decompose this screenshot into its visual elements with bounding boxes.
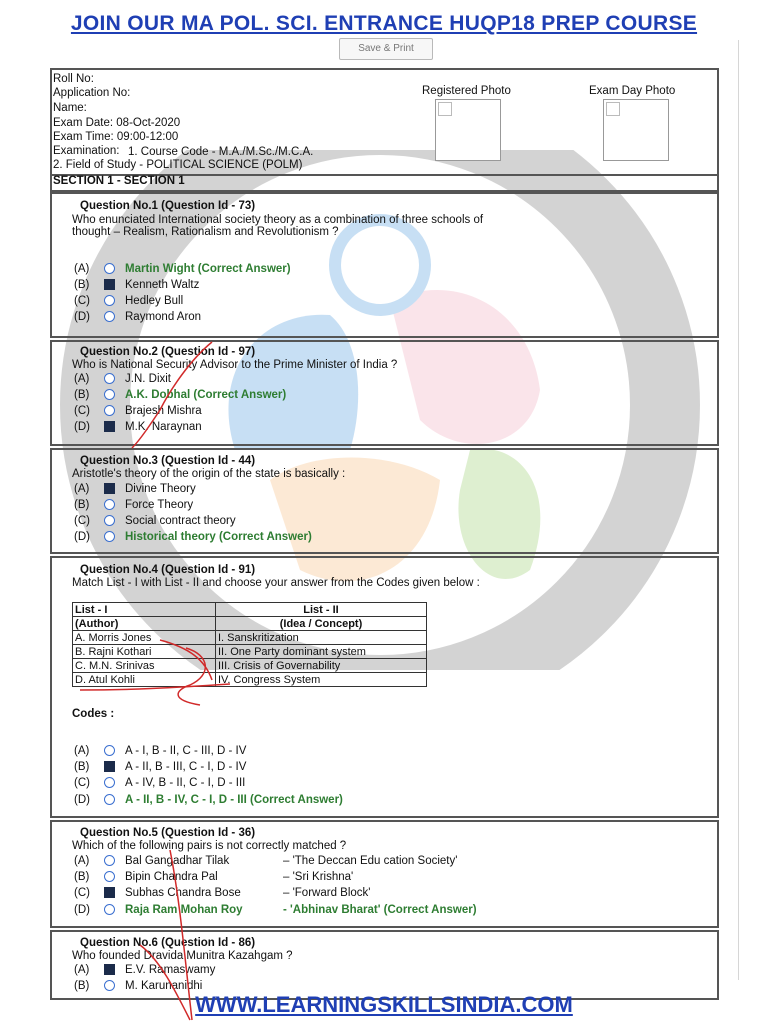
option-text: A - IV, B - II, C - I, D - III: [125, 777, 246, 789]
option-text: Bal Gangadhar Tilak: [125, 855, 230, 867]
table-sub-idea: (Idea / Concept): [216, 617, 427, 631]
option-text: E.V. Ramaswamy: [125, 964, 216, 976]
option-label: (A): [74, 855, 90, 867]
option-text: Divine Theory: [125, 483, 196, 495]
question-4-text: Match List - I with List - II and choose your answer from the Codes given below :: [72, 577, 480, 589]
question-2-text: Who is National Security Advisor to the Prime Minister of India ?: [72, 359, 398, 371]
table-cell: IV. Congress System: [216, 673, 427, 687]
option-text: Bipin Chandra Pal: [125, 871, 218, 883]
exam-time: Exam Time: 09:00-12:00: [53, 131, 179, 143]
option-label: (D): [74, 794, 90, 806]
option-label: (A): [74, 483, 90, 495]
option-label: (C): [74, 777, 90, 789]
option-text: Martin Wight (Correct Answer): [125, 263, 291, 275]
question-1-text-line1: Who enunciated International society theory as a combination of three schools of: [72, 214, 484, 226]
question-3-title: Question No.3 (Question Id - 44): [80, 455, 256, 467]
option-text: Historical theory (Correct Answer): [125, 531, 312, 543]
option-text: Social contract theory: [125, 515, 236, 527]
option-label: (A): [74, 263, 90, 275]
course-code: 1. Course Code - M.A./M.Sc./M.C.A.: [128, 146, 314, 158]
option-text: A.K. Dobhal (Correct Answer): [125, 389, 287, 401]
application-no: Application No:: [53, 87, 131, 99]
option-label: (D): [74, 904, 90, 916]
section-title: SECTION 1 - SECTION 1: [53, 175, 185, 187]
option-text: Brajesh Mishra: [125, 405, 202, 417]
option-text: Kenneth Waltz: [125, 279, 200, 291]
option-label: (B): [74, 499, 90, 511]
option-label: (C): [74, 515, 90, 527]
table-head-list2: List - II: [216, 603, 427, 617]
table-cell: D. Atul Kohli: [73, 673, 216, 687]
option-text: A - II, B - III, C - I, D - IV: [125, 761, 247, 773]
top-banner[interactable]: JOIN OUR MA POL. SCI. ENTRANCE HUQP18 PREP COURSE: [70, 12, 698, 35]
question-1-text-line2: thought – Realism, Rationalism and Revolutionism ?: [72, 226, 339, 238]
option-text: A - I, B - II, C - III, D - IV: [125, 745, 247, 757]
option-pair: – 'Sri Krishna': [283, 871, 354, 883]
option-text: Force Theory: [125, 499, 194, 511]
table-cell: C. M.N. Srinivas: [73, 659, 216, 673]
question-3-text: Aristotle's theory of the origin of the state is basically :: [72, 468, 346, 480]
option-label: (C): [74, 887, 90, 899]
table-cell: A. Morris Jones: [73, 631, 216, 645]
option-label: (D): [74, 311, 90, 323]
option-text: Hedley Bull: [125, 295, 184, 307]
option-text: M.K. Naraynan: [125, 421, 202, 433]
option-label: (B): [74, 389, 90, 401]
option-label: (B): [74, 871, 90, 883]
table-cell: I. Sanskritization: [216, 631, 427, 645]
option-text: J.N. Dixit: [125, 373, 171, 385]
exam-day-photo-label: Exam Day Photo: [589, 85, 676, 97]
question-4-title: Question No.4 (Question Id - 91): [80, 564, 256, 576]
option-pair: - 'Abhinav Bharat' (Correct Answer): [283, 904, 477, 916]
exam-date: Exam Date: 08-Oct-2020: [53, 117, 181, 129]
option-pair: – 'The Deccan Edu cation Society': [283, 855, 458, 867]
save-print-button[interactable]: Save & Print: [339, 38, 433, 60]
examination-label: Examination:: [53, 145, 120, 157]
option-label: (C): [74, 295, 90, 307]
table-head-list1: List - I: [73, 603, 216, 617]
codes-label: Codes :: [72, 708, 115, 720]
option-label: (A): [74, 373, 90, 385]
bottom-banner[interactable]: WWW.LEARNINGSKILLSINDIA.COM: [195, 992, 573, 1017]
question-2-title: Question No.2 (Question Id - 97): [80, 346, 256, 358]
option-label: (D): [74, 531, 90, 543]
option-label: (B): [74, 279, 90, 291]
table-cell: II. One Party dominant system: [216, 645, 427, 659]
option-label: (B): [74, 980, 90, 992]
table-cell: III. Crisis of Governability: [216, 659, 427, 673]
table-cell: B. Rajni Kothari: [73, 645, 216, 659]
question-5-title: Question No.5 (Question Id - 36): [80, 827, 256, 839]
option-text: A - II, B - IV, C - I, D - III (Correct Answer): [125, 794, 343, 806]
candidate-name: Name:: [53, 102, 87, 114]
table-sub-author: (Author): [73, 617, 216, 631]
question-1-title: Question No.1 (Question Id - 73): [80, 200, 256, 212]
option-text: M. Karunanidhi: [125, 980, 203, 992]
option-label: (D): [74, 421, 90, 433]
option-text: Raymond Aron: [125, 311, 202, 323]
option-pair: – 'Forward Block': [283, 887, 371, 899]
question-5-text: Which of the following pairs is not correctly matched ?: [72, 840, 347, 852]
option-label: (A): [74, 745, 90, 757]
option-label: (C): [74, 405, 90, 417]
roll-no: Roll No:: [53, 73, 94, 85]
registered-photo-label: Registered Photo: [422, 85, 511, 97]
question-6-title: Question No.6 (Question Id - 86): [80, 937, 256, 949]
option-text: Raja Ram Mohan Roy: [125, 904, 243, 916]
option-label: (A): [74, 964, 90, 976]
field-of-study: 2. Field of Study - POLITICAL SCIENCE (POLM): [53, 159, 303, 171]
option-label: (B): [74, 761, 90, 773]
option-text: Subhas Chandra Bose: [125, 887, 241, 899]
question-6-text: Who founded Dravida Munitra Kazahgam ?: [72, 950, 293, 962]
